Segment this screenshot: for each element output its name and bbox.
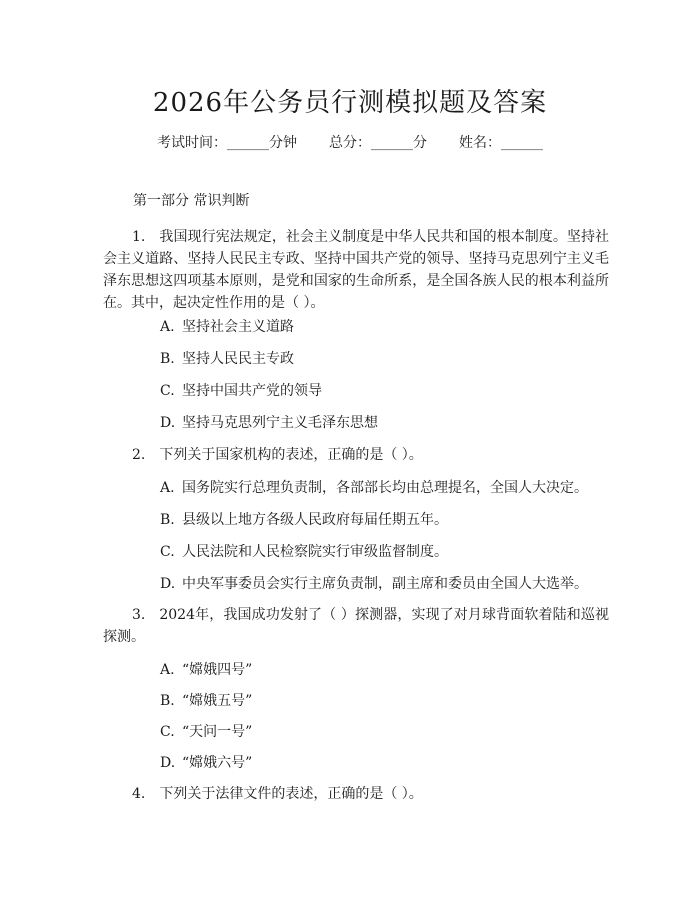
question-text: 下列关于国家机构的表述，正确的是（ ）。: [159, 447, 423, 463]
option-text: 国务院实行总理负责制，各部部长均由总理提名，全国人大决定。: [182, 480, 588, 496]
option-text: 坚持人民民主专政: [182, 351, 294, 367]
option-text: 坚持社会主义道路: [182, 319, 294, 335]
option-letter: D.: [160, 576, 176, 592]
option-1c: [160, 380, 322, 400]
option-letter: D.: [160, 755, 176, 771]
question-text: 下列关于法律文件的表述，正确的是（ ）。: [159, 786, 423, 802]
question-text: 2024年，我国成功发射了（ ）探测器，实现了对月球背面软着陆和巡视探测。: [103, 607, 609, 645]
question-4: [103, 783, 609, 805]
question-number: 3.: [132, 607, 146, 623]
option-text: “嫦娥六号”: [182, 755, 253, 771]
option-3c: [160, 721, 252, 741]
question-1: [103, 226, 609, 314]
option-2b: [160, 509, 448, 529]
option-text: “嫦娥五号”: [182, 693, 253, 709]
option-2c: [160, 541, 448, 561]
option-text: 坚持中国共产党的领导: [182, 383, 322, 399]
option-letter: C.: [160, 383, 175, 399]
option-text: 县级以上地方各级人民政府每届任期五年。: [182, 512, 448, 528]
option-text: “天问一号”: [182, 724, 253, 740]
option-letter: B.: [160, 512, 175, 528]
option-1d: [160, 412, 378, 432]
section-title: 第一部分 常识判断: [133, 193, 250, 209]
option-letter: C.: [160, 544, 175, 560]
exam-meta: [0, 132, 700, 152]
option-2a: [160, 477, 588, 497]
question-3: [103, 604, 609, 648]
option-letter: D.: [160, 415, 176, 431]
option-letter: A.: [160, 662, 175, 678]
option-1b: [160, 348, 294, 368]
option-1a: [160, 316, 294, 336]
question-number: 2.: [132, 447, 146, 463]
option-text: 中央军事委员会实行主席负责制，副主席和委员由全国人大选举。: [182, 576, 588, 592]
option-3a: [160, 659, 252, 679]
option-letter: A.: [160, 319, 175, 335]
option-letter: A.: [160, 480, 175, 496]
option-letter: B.: [160, 351, 175, 367]
question-text: 我国现行宪法规定，社会主义制度是中华人民共和国的根本制度。坚持社会主义道路、坚持人民民主专政、坚持中国共产党的领导、坚持马克思列宁主义毛泽东思想这四项基本原则，是党和国家的生命所系，是全国各族人民的根本利益所在。其中，起决定性作用的是（ ）。: [103, 229, 609, 311]
option-text: “嫦娥四号”: [182, 662, 253, 678]
name-label: 姓名：______: [459, 135, 543, 151]
question-2: [103, 444, 609, 466]
option-text: 人民法院和人民检察院实行审级监督制度。: [182, 544, 448, 560]
option-2d: [160, 573, 588, 593]
question-number: 1.: [132, 229, 146, 245]
exam-time-label: 考试时间：______分钟: [157, 135, 297, 151]
option-3d: [160, 752, 252, 772]
option-3b: [160, 690, 252, 710]
page-title: 2026年公务员行测模拟题及答案: [152, 88, 548, 118]
option-text: 坚持马克思列宁主义毛泽东思想: [182, 415, 378, 431]
option-letter: C.: [160, 724, 175, 740]
question-number: 4.: [132, 786, 146, 802]
total-score-label: 总分：______分: [329, 135, 427, 151]
option-letter: B.: [160, 693, 175, 709]
